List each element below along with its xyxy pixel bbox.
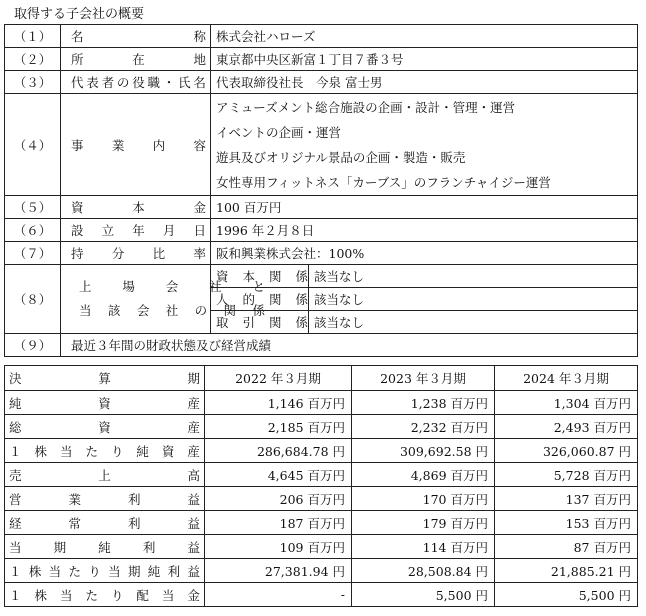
relationship-item-label: 資 本 関 係 (211, 265, 309, 288)
financial-row (5, 439, 638, 463)
financial-row-label: 売 上 高 (5, 463, 205, 487)
financials-table (4, 365, 638, 607)
row-business (5, 94, 638, 196)
relationship-item-value: 該当なし (309, 288, 638, 311)
row-value: 東京都中央区新富１丁目７番３号 (211, 48, 638, 71)
row-number: （３） (5, 71, 61, 94)
row-number: （８） (5, 265, 61, 334)
row-label: 所 在 地 (61, 48, 211, 71)
financial-value: 87 百万円 (495, 535, 638, 559)
financial-value: 1,146 百万円 (205, 391, 352, 415)
financial-row (5, 463, 638, 487)
financial-value: 187 百万円 (205, 511, 352, 535)
row-value: 代表取締役社長 今泉 富士男 (211, 71, 638, 94)
financial-value: 1,238 百万円 (352, 391, 495, 415)
financial-value: 21,885.21 円 (495, 559, 638, 583)
financial-row (5, 559, 638, 583)
row-label: 持 分 比 率 (61, 242, 211, 265)
row-established (5, 219, 638, 242)
financial-value: 4,869 百万円 (352, 463, 495, 487)
financial-value: 326,060.87 円 (495, 439, 638, 463)
financial-value: 153 百万円 (495, 511, 638, 535)
financial-row-label: 経 常 利 益 (5, 511, 205, 535)
financial-row (5, 511, 638, 535)
row-capital (5, 196, 638, 219)
financial-value: 170 百万円 (352, 487, 495, 511)
row-value: 阪和興業株式会社：100% (211, 242, 638, 265)
financial-section-title: 最近３年間の財政状態及び経営成績 (61, 334, 638, 357)
financial-value: 179 百万円 (352, 511, 495, 535)
financial-row (5, 415, 638, 439)
financial-row-label: 総 資 産 (5, 415, 205, 439)
financial-value: 27,381.94 円 (205, 559, 352, 583)
row-name (5, 25, 638, 48)
row-label: 事 業 内 容 (61, 94, 211, 196)
financial-row-label: １ 株 当 た り 当 期 純 利 益 (5, 559, 205, 583)
row-ownership (5, 242, 638, 265)
row-financial-title (5, 334, 638, 357)
financial-value: 114 百万円 (352, 535, 495, 559)
financial-value: 4,645 百万円 (205, 463, 352, 487)
financial-value: - (205, 583, 352, 607)
business-lines (211, 94, 638, 196)
row-value: 1996 年２月８日 (211, 219, 638, 242)
row-representative (5, 71, 638, 94)
row-value: 株式会社ハローズ (211, 25, 638, 48)
financial-row-label: 営 業 利 益 (5, 487, 205, 511)
financial-row (5, 487, 638, 511)
business-line: アミューズメント総合施設の企画・設計・管理・運営 (216, 99, 516, 115)
row-number: （２） (5, 48, 61, 71)
row-label: 名 称 (61, 25, 211, 48)
row-number: （７） (5, 242, 61, 265)
financial-row (5, 583, 638, 607)
period-header: 2024 年３月期 (495, 366, 638, 391)
row-label: 資 本 金 (61, 196, 211, 219)
row-value: 100 百万円 (211, 196, 638, 219)
row-number: （６） (5, 219, 61, 242)
financial-row-label: 決 算 期 (5, 366, 205, 391)
row-address (5, 48, 638, 71)
business-line: 遊具及びオリジナル景品の企画・製造・販売 (216, 149, 466, 165)
relationship-label-line2: 当 該 会 社 の 関 係 (79, 303, 265, 318)
financial-value: 1,304 百万円 (495, 391, 638, 415)
financial-value: 2,232 百万円 (352, 415, 495, 439)
financial-value: 2,493 百万円 (495, 415, 638, 439)
row-number: （１） (5, 25, 61, 48)
document-heading: 取得する子会社の概要 (14, 7, 145, 22)
row-label: 代 表 者 の 役 職 ・ 氏 名 (61, 71, 211, 94)
financial-value: 5,500 円 (495, 583, 638, 607)
row-relationship (5, 265, 638, 288)
relationship-item-value: 該当なし (309, 311, 638, 334)
relationship-item-label: 取 引 関 係 (211, 311, 309, 334)
financial-value: 5,500 円 (352, 583, 495, 607)
financial-row (5, 391, 638, 415)
financial-value: 28,508.84 円 (352, 559, 495, 583)
financial-header-row (5, 366, 638, 391)
financial-value: 286,684.78 円 (205, 439, 352, 463)
financial-row-label: １ 株 当 た り 配 当 金 (5, 583, 205, 607)
business-line: イベントの企画・運営 (216, 124, 342, 140)
company-overview-table (4, 24, 638, 357)
row-label: 設 立 年 月 日 (61, 219, 211, 242)
relationship-label-line1: 上 場 会 社 と (79, 279, 265, 294)
period-header: 2022 年３月期 (205, 366, 352, 391)
financial-value: 109 百万円 (205, 535, 352, 559)
financial-value: 2,185 百万円 (205, 415, 352, 439)
row-number: （４） (5, 94, 61, 196)
financial-row-label: 当 期 純 利 益 (5, 535, 205, 559)
relationship-item-value: 該当なし (309, 265, 638, 288)
financial-row-label: 純 資 産 (5, 391, 205, 415)
financial-value: 137 百万円 (495, 487, 638, 511)
period-header: 2023 年３月期 (352, 366, 495, 391)
financial-row (5, 535, 638, 559)
financial-value: 5,728 百万円 (495, 463, 638, 487)
financial-value: 206 百万円 (205, 487, 352, 511)
row-number: （５） (5, 196, 61, 219)
relationship-item-label: 人 的 関 係 (211, 288, 309, 311)
business-line: 女性専用フィットネス「カーブス」のフランチャイジー運営 (216, 174, 551, 190)
financial-row-label: １ 株 当 た り 純 資 産 (5, 439, 205, 463)
row-number: （９） (5, 334, 61, 357)
financial-value: 309,692.58 円 (352, 439, 495, 463)
